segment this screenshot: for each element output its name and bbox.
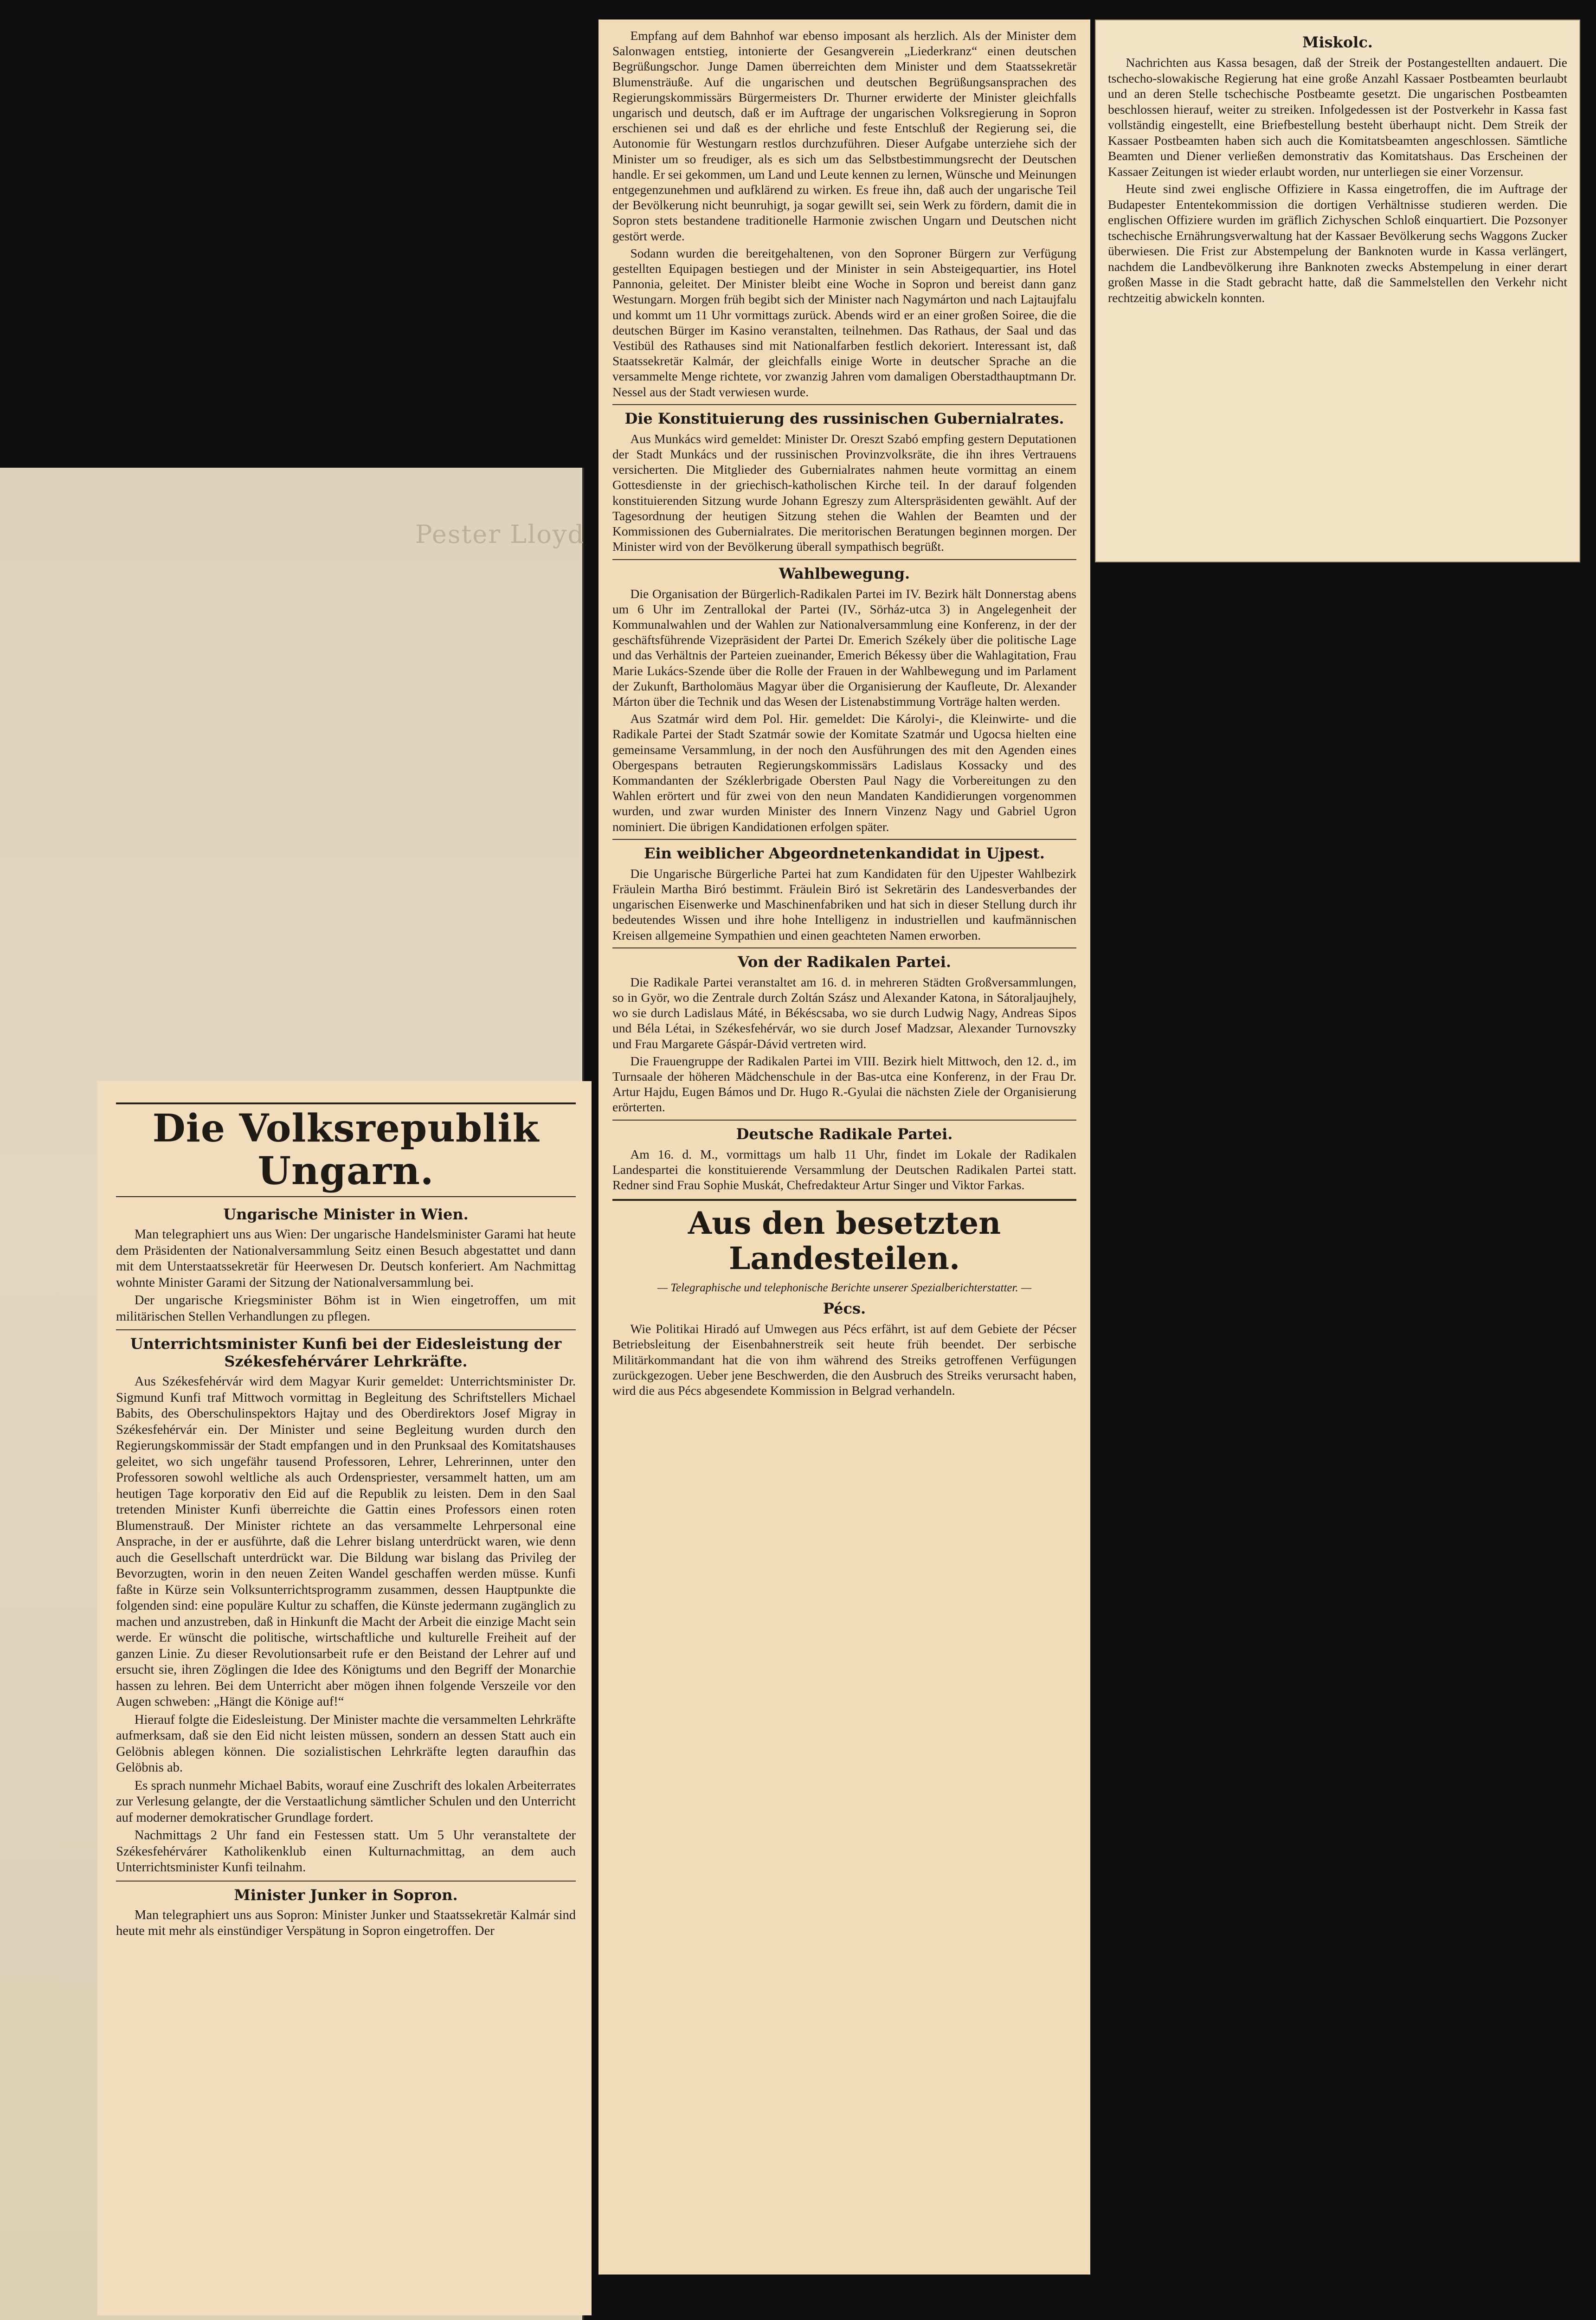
paragraph: Der ungarische Kriegsminister Böhm ist in Wien eingetroffen, um mit militärischen Stellen Verhandlungen zu pflegen. — [116, 1293, 576, 1324]
paragraph: Es sprach nunmehr Michael Babits, worauf eine Zuschrift des lokalen Arbeiterrates zur Verlesung gelangte, der die Verstaatlichung sämtlicher Schulen und den Unterricht auf moderner demokratischer Grundlage fordert. — [116, 1778, 576, 1825]
paragraph: Sodann wurden die bereitgehaltenen, von den Soproner Bürgern zur Verfügung gestellten Equipagen bestiegen und der Minister in sein Absteigequartier, ins Hotel Pannonia, geleitet. Der Minister bleibt eine Woche in Sopron und bereist dann ganz Westungarn. Morgen früh begibt sich der Minister nach Nagymárton und nach Lajtaujfalu und kommt um 11 Uhr vormittags zurück. Abends wird er an einer großen Soiree, die die deutschen Bürger im Kasino veranstalten, teilnehmen. Das Rathaus, der Saal und das Vestibül des Rathauses sind mit Nationalfarben festlich dekoriert. Interessant ist, daß Staatssekretär Kalmár, der gleichfalls einige Worte in deutscher Sprache an die versammelte Menge richtete, vor zwanzig Jahren vom damaligen Oberstadthauptmann Dr. Nessel aus der Stadt verwiesen wurde. — [612, 245, 1076, 399]
paragraph: Aus Szatmár wird dem Pol. Hir. gemeldet: Die Károlyi-, die Kleinwirte- und die Radikale Partei der Stadt Szatmár sowie der Komitate Szatmár und Ugocsa hielten eine gemeinsame Versammlung, in der noch den Ausführungen des mit den Agenden eines Obergespans betrauten Regierungskommissärs Ladislaus Kossacky und des Kommandanten der Széklerbrigade Obersten Paul Nagy die Vorbereitungen zu den Wahlen erörtert und für zwei von den neun Mandaten Kandidierungen vorgenommen wurden, und zwar wurden Minister des Innern Vinzenz Nagy und Gabriel Ugron nominiert. Die übrigen Kandidationen erfolgen später. — [612, 711, 1076, 834]
heading-miskolc: Miskolc. — [1302, 33, 1373, 51]
subheading-berichte: — Telegraphische und telephonische Berichte unserer Spezialberichterstatter. — — [657, 1282, 1032, 1295]
paragraph: Nachmittags 2 Uhr fand ein Festessen statt. Um 5 Uhr veranstaltete der Székesfehérvárer Katholikenklub einen Kulturnachmittag, an dem auch Unterrichtsminister Kunfi teilnahm. — [116, 1828, 576, 1875]
heading-radikale-partei: Von der Radikalen Partei. — [612, 947, 1076, 971]
paragraph: Heute sind zwei englische Offiziere in Kassa eingetroffen, die im Auftrage der Budapester Ententekommission die dortigen Verhältnisse studieren werden. Die englischen Offiziere wurden im gräflich Zichyschen Schloß einquartiert. Die Pozsonyer tschechische Ernährungsverwaltung hat der Kassaer Bevölkerung sechs Waggons Zucker überwiesen. Die Frist zur Abstempelung der Banknoten wurde in Kassa verlängert, nachdem die Landbevölkerung ihre Banknoten zwecks Abstempelung in einer derart großen Masse in die Stadt gebracht hatte, daß die Sammelstellen den Verkehr nicht rechtzeitig abwickeln konnten. — [1108, 181, 1567, 305]
paragraph: Aus Munkács wird gemeldet: Minister Dr. Oreszt Szabó empfing gestern Deputationen der Stadt Munkács und der russinischen Provinzvolksräte, die ihn ihres Vertrauens versicherten. Die Mitglieder des Gubernialrates nahmen heute vormittag an einem Gottesdienste in der griechisch-katholischen Kirche teil. In der darauf folgenden konstituierenden Sitzung wurde Johann Egreszy zum Alterspräsidenten gewählt. Auf der Tagesordnung der heutigen Sitzung stehen die Wahlen der Beamten und der Kommissionen des Gubernialrates. Die meritorischen Beratungen beginnen morgen. Der Minister wird von der Bevölkerung überall sympathisch begrüßt. — [612, 431, 1076, 554]
paragraph: Nachrichten aus Kassa besagen, daß der Streik der Postangestellten andauert. Die tschecho-slowakische Regierung hat eine große Anzahl Kassaer Postbeamten beurlaubt und an deren Stelle tschechische Postbeamte gesetzt. Die ungarischen Postbeamten beschlossen hierauf, weiter zu streiken. Infolgedessen ist der Postverkehr in Kassa fast vollständig eingestellt, eine Briefbestellung besteht überhaupt nicht. Dem Streik der Kassaer Postbeamten haben sich auch die Komitatsbeamten angeschlossen. Sämtliche Beamten und Diener verließen demonstrativ das Komitatshaus. Das Erscheinen der Kassaer Zeitungen ist wieder erlaubt worden, nur unterliegen sie einer Vorzensur. — [1108, 55, 1567, 179]
paragraph: Die Radikale Partei veranstaltet am 16. d. in mehreren Städten Großversammlungen, so in Györ, wo die Zentrale durch Zoltán Szász und Alexander Katona, in Sátoraljaujhely, wo sie durch Ladislaus Máté, in Békéscsaba, wo sie durch Ludwig Nagy, Andreas Sipos und Béla Létai, in Székesfehérvár, wo sie durch Josef Madzsar, Alexander Turnovszky und Frau Margarete Gáspár-Dávid vertreten wird. — [612, 974, 1076, 1051]
heading-kunfi: Unterrichtsminister Kunfi bei der Eidesleistung der Székesfehérvárer Lehrkräfte. — [116, 1329, 576, 1370]
paragraph: Empfang auf dem Bahnhof war ebenso imposant als herzlich. Als der Minister dem Salonwagen entstieg, intonierte der Gesangverein „Liederkranz“ einen deutschen Begrüßungschor. Junge Damen überreichten dem Minister und dem Staatssekretär Blumensträuße. Auf die ungarischen und deutschen Begrüßungsansprachen des Regierungskommissärs Bürgermeisters Dr. Thurner erwiderte der Minister gleichfalls ungarisch und deutsch, daß er im Auftrage der ungarischen Volksregierung in Sopron erschienen sei und daß es der ehrliche und feste Entschluß der Regierung sei, die Autonomie für Westungarn restlos durchzuführen. Dieser Aufgabe unterziehe sich der Minister um so freudiger, als es sich um das Selbstbestimmungsrecht der Deutschen handle. Er sei gekommen, um Land und Leute kennen zu lernen, Wünsche und Meinungen entgegenzunehmen und aufklärend zu wirken. Es freue ihn, daß auch der ungarische Teil der Bevölkerung nicht beunruhigt, ja sogar gewillt sei, sein Werk zu fördern, damit die in Sopron stets bestandene traditionelle Harmonie zwischen Ungarn und Deutschen nicht gestört werde. — [612, 28, 1076, 243]
paragraph: Am 16. d. M., vormittags um halb 11 Uhr, findet im Lokale der Radikalen Landespartei die konstituierende Versammlung der Deutschen Radikalen Partei statt. Redner sind Frau Sophie Muskát, Chefredakteur Artur Singer und Viktor Farkas. — [612, 1147, 1076, 1192]
clipping-middle-column — [598, 19, 1090, 2275]
heading-wahlbewegung: Wahlbewegung. — [612, 559, 1076, 582]
clipping-volksrepublik — [97, 1081, 592, 2315]
heading-junker-sopron: Minister Junker in Sopron. — [116, 1881, 576, 1904]
paragraph: Aus Székesfehérvár wird dem Magyar Kurir gemeldet: Unterrichtsminister Dr. Sigmund Kunfi traf Mittwoch vormittag in Begleitung des Schriftstellers Michael Babits, des Oberschulinspektors Hajtay und des Oberdirektors Josef Migray in Székesfehérvár ein. Der Minister und seine Begleitung wurden durch den Regierungskommissär der Stadt empfangen und in den Prunksaal des Komitatshauses geleitet, wo sich ungefähr tausend Professoren, Lehrer, Lehrerinnen, unter den Professoren sowohl weltliche als auch Ordenspriester, versammelt hatten, um am heutigen Tage korporativ den Eid auf die Republik zu leisten. Dem in den Saal tretenden Minister Kunfi überreichte die Gattin eines Professors einen roten Blumenstrauß. Der Minister richtete an das versammelte Lehrpersonal eine Ansprache, in der er ausführte, daß die Lehrer bislang unterdrückt waren, wie denn auch die Gesellschaft unterdrückt war. Die Bildung war bislang das Privileg der Bevorzugten, worin in den neuen Zeiten Wandel geschaffen werden müsse. Kunfi faßte in Kürze sein Volksunterrichtsprogramm zusammen, dessen Hauptpunkte die folgenden sind: eine populäre Kultur zu schaffen, die Künste jedermann zugänglich zu machen und anzustreben, daß in Hinkunft die Macht der Arbeit die einzige Macht sein werde. Er wünscht die politische, wirtschaftliche und kulturelle Freiheit auf der ganzen Linie. Zu dieser Revolutionsarbeit rufe er den Beistand der Lehrer auf und ersucht sie, ihren Zöglingen die Idee des Königtums und den Begriff der Monarchie hassen zu lehren. Bei dem Unterricht aber mögen ihnen folgende Verszeile vor den Augen schweben: „Hängt die Könige auf!“ — [116, 1374, 576, 1709]
paragraph: Die Organisation der Bürgerlich-Radikalen Partei im IV. Bezirk hält Donnerstag abens um 6 Uhr im Zentrallokal der Partei (IV., Sörház-utca 3) in Angelegenheit der Kommunalwahlen und der Wahlen zur Nationalversammlung eine Konferenz, in der der geschäftsführende Vizepräsident der Partei Dr. Emerich Székely über die politische Lage und das Verhältnis der Parteien zueinander, Emerich Békessy über die Wahlagitation, Frau Marie Lukács-Szende über die Rolle der Frauen in der Wahlbewegung und im Parlament der Zukunft, Bartholomäus Magyar über die Organisierung der Kaufleute, Dr. Alexander Márton über die Technik und das Wesen der Listenabstimmung Vorträge halten werden. — [612, 586, 1076, 709]
heading-deutsche-radikale: Deutsche Radikale Partei. — [612, 1120, 1076, 1143]
heading-gubernialrat: Die Konstituierung des russinischen Gubernialrates. — [612, 404, 1076, 427]
heading-weiblicher-kandidat: Ein weiblicher Abgeordnetenkandidat in Ujpest. — [612, 839, 1076, 862]
heading-pecs: Pécs. — [823, 1300, 866, 1318]
paragraph: Hierauf folgte die Eidesleistung. Der Minister machte die versammelten Lehrkräfte aufmerksam, daß sie den Eid nicht leisten müssen, sondern an dessen Statt auch ein Gelöbnis ablegen können. Die sozialistischen Lehrkräfte legten daraufhin das Gelöbnis ab. — [116, 1712, 576, 1775]
paragraph: Wie Politikai Hiradó auf Umwegen aus Pécs erfährt, ist auf dem Gebiete der Pécser Betriebsleitung der Eisenbahnerstreik seit heute früh beendet. Der serbische Militärkommandant hat die von ihm während des Streiks getroffenen Verfügungen zurückgezogen. Ueber jene Beschwerden, die den Ausbruch des Streiks verursacht haben, wird die aus Pécs abgesendete Kommission in Belgrad verhandeln. — [612, 1321, 1076, 1398]
paragraph: Die Ungarische Bürgerliche Partei hat zum Kandidaten für den Ujpester Wahlbezirk Fräulein Martha Biró bestimmt. Fräulein Biró ist Sekretärin des Landesverbandes der ungarischen Eisenwerke und Maschinenfabriken und hat sich in dieser Stellung durch ihr bedeutendes Wissen und ihre hohe Intelligenz in industriellen und kaufmännischen Kreisen allgemeine Sympathien und einen geachteten Namen erworben. — [612, 866, 1076, 942]
paragraph: Man telegraphiert uns aus Sopron: Minister Junker und Staatssekretär Kalmár sind heute mit mehr als einstündiger Verspätung in Sopron eingetroffen. Der — [116, 1908, 576, 1938]
heading-minister-wien: Ungarische Minister in Wien. — [223, 1205, 469, 1223]
paragraph: Man telegraphiert uns aus Wien: Der ungarische Handelsminister Garami hat heute dem Präsidenten der Nationalversammlung Seitz einen Besuch abgestattet und dann mit dem Unterstaatssekretär für Heerwesen Dr. Deutsch konferiert. Am Nachmittag wohnte Minister Garami der Sitzung der Nationalversammlung bei. — [116, 1227, 576, 1290]
paragraph: Die Frauengruppe der Radikalen Partei im VIII. Bezirk hielt Mittwoch, den 12. d., im Turnsaale der höheren Mädchenschule in der Bas-utca eine Konferenz, in der Frau Dr. Artur Hajdu, Eugen Bámos und Dr. Hugo R.-Gyulai die nächsten Ziele der Organisierung erörterten. — [612, 1053, 1076, 1115]
page-title: Die Volksrepublik Ungarn. — [116, 1102, 576, 1197]
clipping-miskolc — [1095, 19, 1580, 562]
masthead-fragment: Pester Lloyd — [415, 520, 585, 549]
heading-besetzte-landesteile: Aus den besetzten Landesteilen. — [612, 1199, 1076, 1276]
